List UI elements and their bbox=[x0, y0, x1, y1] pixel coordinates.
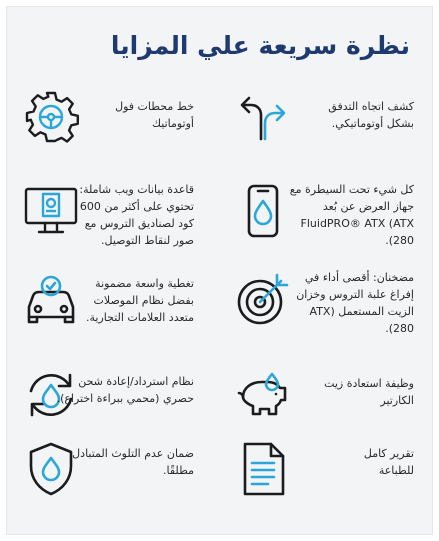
feature-row bbox=[7, 87, 434, 173]
feature-row bbox=[7, 177, 434, 263]
feature-row bbox=[7, 437, 434, 523]
feature-text-web-database: قاعدة بيانات ويب شاملة: تحتوي على أكثر من 600 كود لصناديق التروس مع صور لنقاط التوصيل. bbox=[79, 183, 194, 247]
feature-text-no-contamination: ضمان عدم التلوث المتبادل مطلقًا. bbox=[72, 447, 194, 477]
feature-text-flow-detection: كشف اتجاه التدفق بشكل أوتوماتيكي. bbox=[328, 100, 414, 130]
feature-text-print-report: تقرير كامل للطباعة bbox=[363, 447, 414, 477]
feature-text-auto-stations: خط محطات فول أوتوماتيك bbox=[115, 100, 194, 130]
feature-text-oil-recovery: وظيفة استعادة زيت الكارتير bbox=[324, 377, 414, 407]
feature-text-connector-coverage: تغطية واسعة مضمونة بفضل نظام الموصلات متعدد العلامات التجارية. bbox=[85, 277, 194, 324]
feature-text-remote-display: كل شيء تحت السيطرة مع جهاز العرض عن بُعد FluidPRO® ATX (ATX 280). bbox=[289, 183, 414, 247]
feature-overview-card bbox=[6, 6, 433, 535]
page-title: نظرة سريعة علي المزايا bbox=[110, 31, 410, 60]
feature-row bbox=[7, 265, 434, 351]
feature-row bbox=[7, 359, 434, 445]
feature-text-recovery-system: نظام استرداد/إعادة شحن حصري (محمي ببراءة اختراع). bbox=[56, 375, 194, 405]
feature-text-two-pumps: مضخنان: أقصى أداء في إفراغ علبة التروس وخزان الزيت المستعمل (ATX 280). bbox=[296, 271, 414, 335]
